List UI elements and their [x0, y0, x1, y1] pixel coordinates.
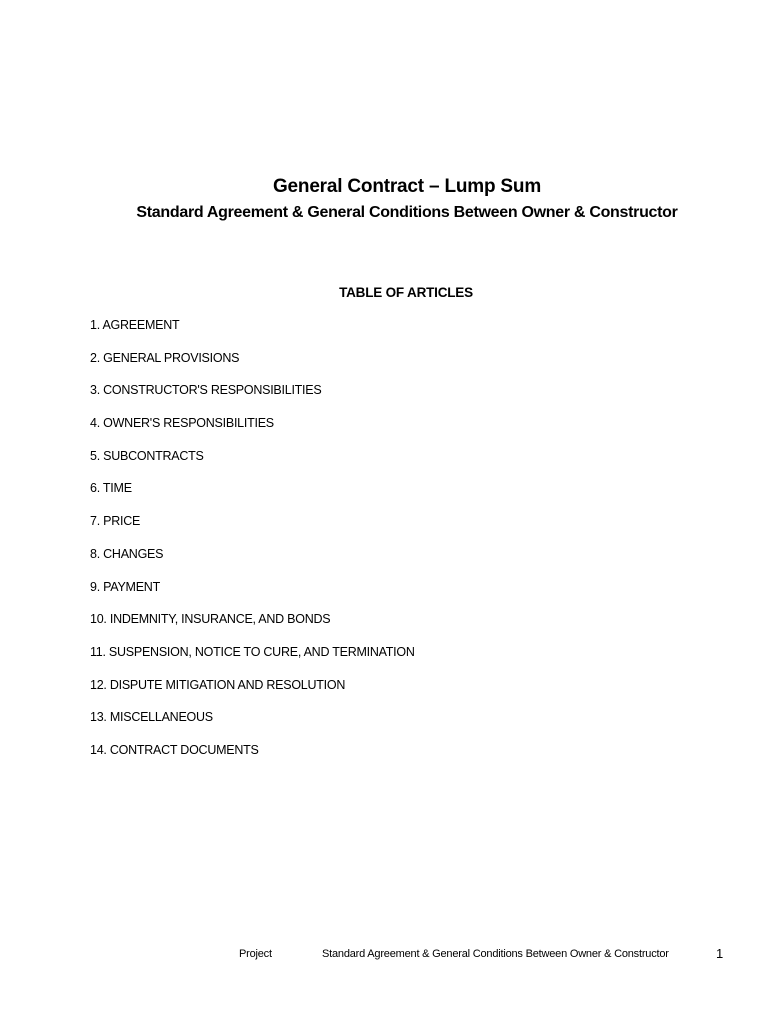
footer-project: Project [239, 948, 272, 960]
toc-item-contract-documents: 14. CONTRACT DOCUMENTS [90, 742, 259, 757]
footer-document-name: Standard Agreement & General Conditions Between Owner & Constructor [322, 948, 669, 960]
toc-item-dispute-resolution: 12. DISPUTE MITIGATION AND RESOLUTION [90, 677, 346, 692]
toc-item-owners-responsibilities: 4. OWNER'S RESPONSIBILITIES [90, 416, 274, 431]
toc-heading: TABLE OF ARTICLES [339, 285, 473, 300]
page-number: 1 [716, 946, 724, 961]
toc-item-agreement: 1. AGREEMENT [90, 318, 180, 332]
toc-item-payment: 9. PAYMENT [90, 579, 160, 594]
toc-item-time: 6. TIME [90, 481, 132, 496]
toc-item-constructors-responsibilities: 3. CONSTRUCTOR'S RESPONSIBILITIES [90, 383, 322, 398]
toc-item-price: 7. PRICE [90, 514, 141, 529]
document-subtitle: Standard Agreement & General Conditions Between Owner & Constructor [136, 204, 678, 221]
document-title: General Contract – Lump Sum [272, 176, 542, 197]
toc-item-suspension-termination: 11. SUSPENSION, NOTICE TO CURE, AND TERMINATION [90, 644, 415, 659]
table-of-articles [90, 317, 415, 775]
toc-item-general-provisions: 2. GENERAL PROVISIONS [90, 350, 240, 365]
toc-item-changes: 8. CHANGES [90, 546, 164, 561]
toc-item-subcontracts: 5. SUBCONTRACTS [90, 448, 204, 463]
toc-item-indemnity-insurance-bonds: 10. INDEMNITY, INSURANCE, AND BONDS [90, 612, 331, 627]
toc-item-miscellaneous: 13. MISCELLANEOUS [90, 710, 213, 725]
page-footer [0, 946, 768, 964]
